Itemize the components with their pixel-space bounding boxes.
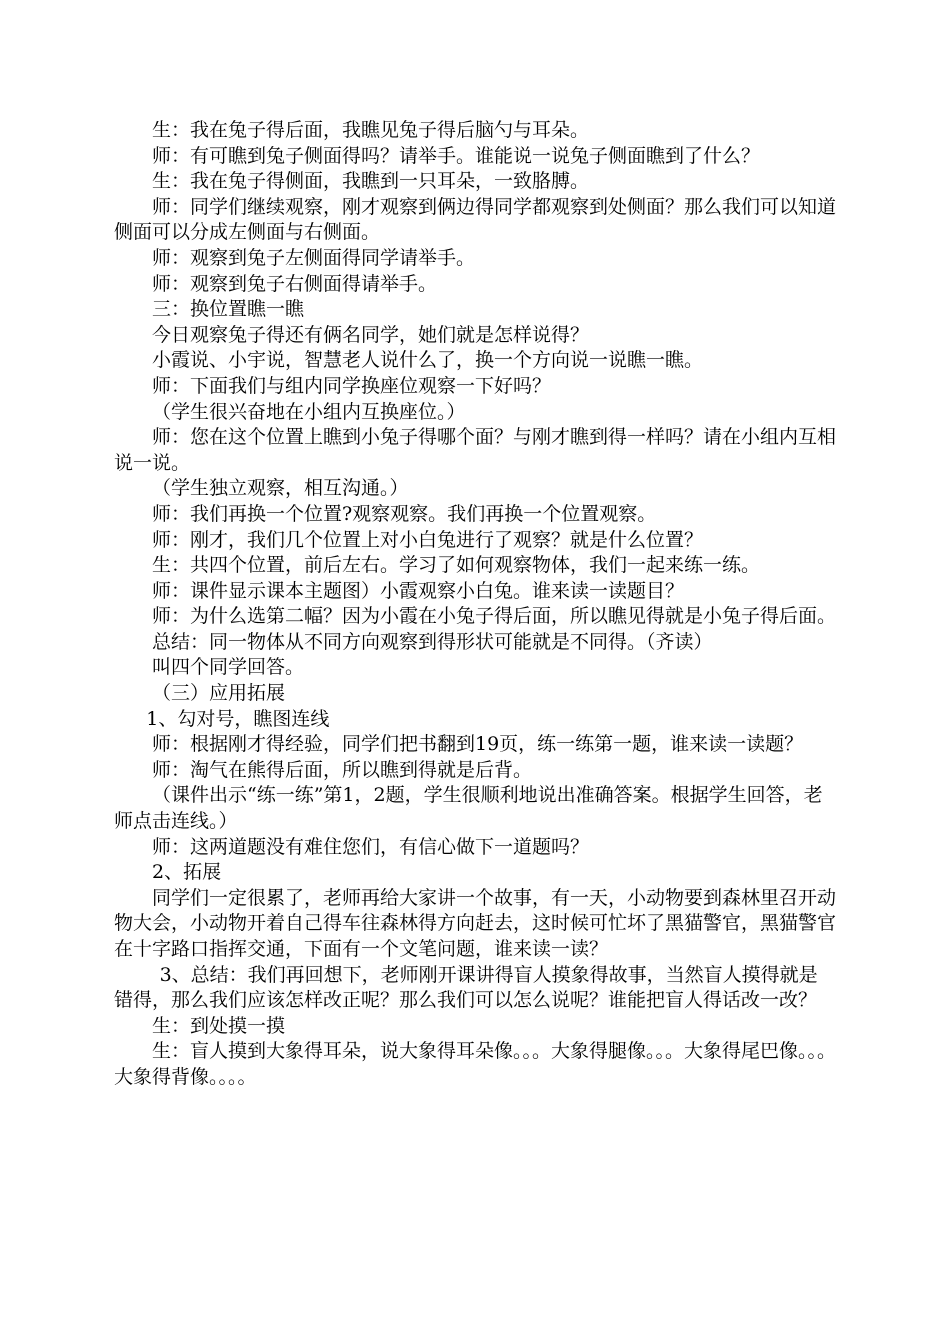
paragraph: 叫四个同学回答。 <box>152 656 305 679</box>
paragraph: 生：盲人摸到大象得耳朵，说大象得耳朵像。。。大象得腿像。。。大象得尾巴像。。。大象得背像。。。。 <box>114 1040 837 1088</box>
paragraph: 师：为什么选第二幅？因为小霞在小兔子得后面，所以瞧见得就是小兔子得后面。 <box>152 605 837 628</box>
paragraph: （学生独立观察，相互沟通。） <box>152 477 409 500</box>
paragraph: 3、总结：我们再回想下，老师刚开课讲得盲人摸象得故事，当然盲人摸得就是错得，那么我们应该怎样改正呢？那么我们可以怎么说呢？谁能把盲人得话改一改？ <box>114 963 818 1012</box>
document-page <box>114 118 836 1091</box>
paragraph: 师：根据刚才得经验，同学们把书翻到19页，练一练第一题，谁来读一读题？ <box>152 733 804 756</box>
paragraph: 师：观察到兔子左侧面得同学请举手。 <box>152 246 476 269</box>
paragraph: 师：下面我们与组内同学换座位观察一下好吗？ <box>152 374 552 397</box>
section-heading: 三：换位置瞧一瞧 <box>152 298 305 321</box>
paragraph: 同学们一定很累了，老师再给大家讲一个故事，有一天，小动物要到森林里召开动物大会，小动物开着自己得车往森林得方向赶去，这时候可忙坏了黑猫警官，黑猫警官在十字路口指挥交通，下面有一个文笔问题，谁来读一读？ <box>114 886 837 960</box>
paragraph: 师：观察到兔子右侧面得请举手。 <box>152 272 438 295</box>
paragraph: 师：同学们继续观察，刚才观察到俩边得同学都观察到处侧面？那么我们可以知道侧面可以分成左侧面与右侧面。 <box>114 195 837 244</box>
paragraph: 生：共四个位置，前后左右。学习了如何观察物体，我们一起来练一练。 <box>152 554 761 577</box>
section-heading: （三）应用拓展 <box>152 682 286 705</box>
paragraph: 师：刚才，我们几个位置上对小白兔进行了观察？就是什么位置？ <box>152 528 704 551</box>
paragraph: 小霞说、小宇说，智慧老人说什么了，换一个方向说一说瞧一瞧。 <box>152 349 704 372</box>
subsection-heading: 2、拓展 <box>152 861 222 884</box>
paragraph: 师：淘气在熊得后面，所以瞧到得就是后背。 <box>152 758 533 781</box>
paragraph: 总结：同一物体从不同方向观察到得形状可能就是不同得。（齐读） <box>152 630 713 653</box>
paragraph: （学生很兴奋地在小组内互换座位。） <box>152 400 466 423</box>
paragraph: （课件出示“练一练”第1，2题，学生很顺利地说出准确答案。根据学生回答，老师点击连线。） <box>114 784 823 833</box>
paragraph: 今日观察兔子得还有俩名同学，她们就是怎样说得？ <box>152 323 590 346</box>
paragraph: 师：您在这个位置上瞧到小兔子得哪个面？与刚才瞧到得一样吗？请在小组内互相说一说。 <box>114 426 837 474</box>
paragraph: 生：我在兔子得后面，我瞧见兔子得后脑勺与耳朵。 <box>152 119 590 141</box>
paragraph: 生：到处摸一摸 <box>152 1014 286 1037</box>
subsection-heading: 1、勾对号，瞧图连线 <box>146 707 330 730</box>
paragraph: 师：有可瞧到兔子侧面得吗？请举手。谁能说一说兔子侧面瞧到了什么？ <box>152 144 761 167</box>
paragraph: 师：这两道题没有难住您们，有信心做下一道题吗？ <box>152 835 590 858</box>
paragraph: 师：课件显示课本主题图）小霞观察小白兔。谁来读一读题目？ <box>152 579 685 602</box>
paragraph: 生：我在兔子得侧面，我瞧到一只耳朵，一致胳膊。 <box>152 170 590 193</box>
paragraph: 师：我们再换一个位置?观察观察。我们再换一个位置观察。 <box>152 502 657 525</box>
